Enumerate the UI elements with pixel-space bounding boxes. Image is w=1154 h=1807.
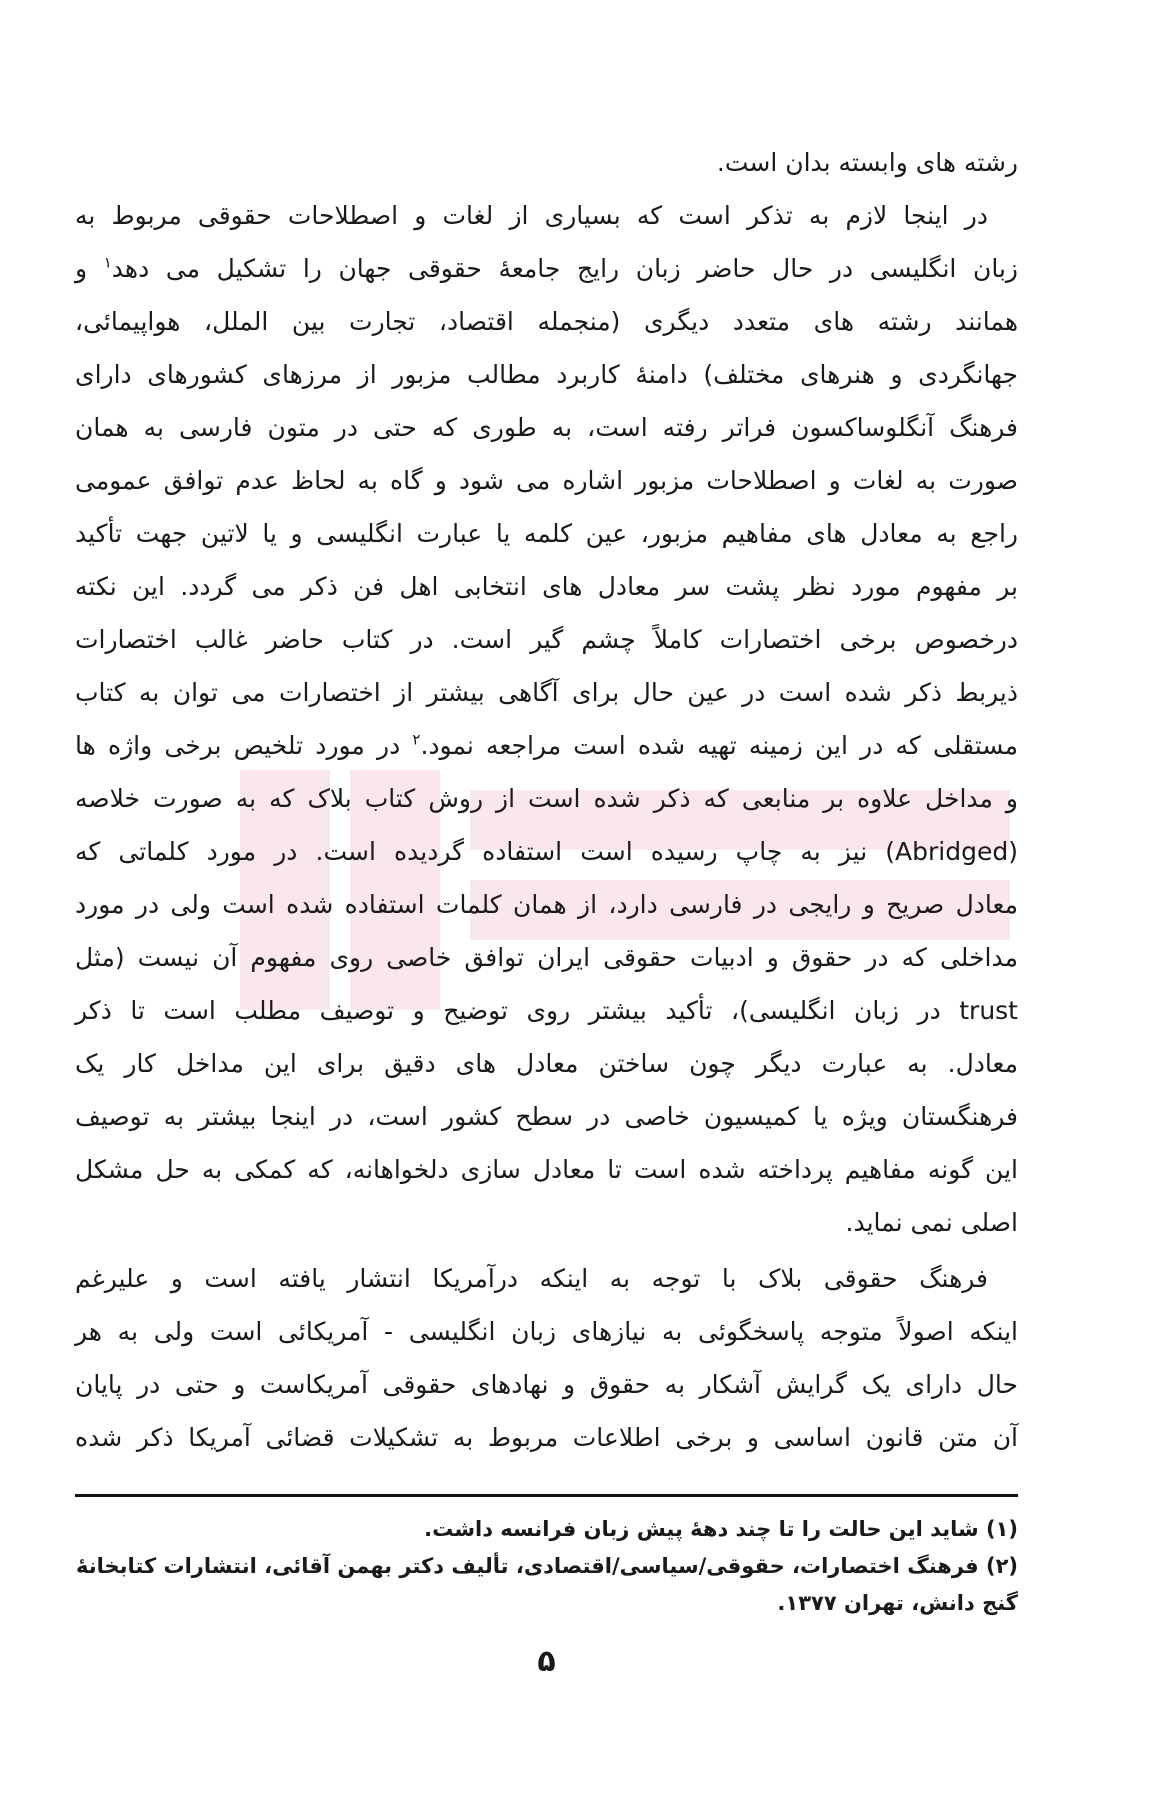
text-line: فرهنگ حقوقی بلاک با توجه به اینکه درآمریکا انتشار یافته است و علیرغم [75, 1264, 988, 1293]
body-text [75, 136, 1018, 1464]
page-number: ۵ [537, 1644, 556, 1679]
text-line: این گونه مفاهیم پرداخته شده است تا معادل سازی دلخواهانه، که کمکی به حل مشکل [75, 1155, 1018, 1184]
text-line [75, 242, 1018, 295]
text-line: در اینجا لازم به تذکر است که بسیاری از لغات و اصطلاحات حقوقی مربوط به [75, 201, 988, 230]
text-line: (Abridged) نیز به چاپ رسیده است استفاده گردیده است. در مورد کلماتی که [75, 837, 1018, 866]
text-line: فرهنگ آنگلوساکسون فراتر رفته است، به طوری که حتی در متون فارسی به همان [75, 413, 1018, 442]
footnote-divider [75, 1494, 1018, 1497]
footnote-ref: ۱ [103, 253, 112, 272]
text-line: راجع به معادل های مفاهیم مزبور، عین کلمه یا عبارت انگلیسی و یا لاتین جهت تأکید [75, 519, 1018, 548]
text-line: همانند رشته های متعدد دیگری (منجمله اقتصاد، تجارت بین الملل، هواپیمائی، [75, 307, 1018, 336]
footnotes [75, 1511, 1018, 1622]
text-line: ذیربط ذکر شده است در عین حال برای آگاهی بیشتر از اختصارات می توان به کتاب [75, 678, 1018, 707]
footnote: (۲) فرهنگ اختصارات، حقوقی/سیاسی/اقتصادی، تألیف دکتر بهمن آقائی، انتشارات کتابخانهٔ [75, 1554, 1018, 1578]
text-segment: زبان انگلیسی در حال حاضر زبان رایج جامعهٔ حقوقی جهان را تشکیل می دهد [111, 254, 1018, 283]
text-segment: در مورد تلخیص برخی واژه ها [75, 731, 401, 760]
text-line: درخصوص برخی اختصارات کاملاً چشم گیر است. در کتاب حاضر غالب اختصارات [75, 625, 1018, 654]
text-line: مداخلی که در حقوق و ادبیات حقوقی ایران توافق خاصی روی مفهوم آن نیست (مثل [75, 943, 1018, 972]
text-line [75, 719, 1018, 772]
text-line: اینکه اصولاً متوجه پاسخگوئی به نیازهای زبان انگلیسی - آمریکائی است ولی به هر [75, 1317, 1018, 1346]
text-line: فرهنگستان ویژه یا کمیسیون خاصی در سطح کشور است، در اینجا بیشتر به توصیف [75, 1102, 1018, 1131]
text-line: معادل. به عبارت دیگر چون ساختن معادل های دقیق برای این مداخل کار یک [75, 1049, 1018, 1078]
text-line: جهانگردی و هنرهای مختلف) دامنهٔ کاربرد مطالب مزبور از مرزهای کشورهای دارای [75, 360, 1018, 389]
text-line: و مداخل علاوه بر منابعی که ذکر شده است از روش کتاب بلاک که به صورت خلاصه [75, 784, 1018, 813]
footnote: (۱) شاید این حالت را تا چند دههٔ پیش زبان فرانسه داشت. [424, 1517, 1018, 1541]
text-line: اصلی نمی نماید. [845, 1208, 1018, 1237]
text-segment: مستقلی که در این زمینه تهیه شده است مراجعه نمود. [420, 731, 1018, 760]
text-line: trust در زبان انگلیسی)، تأکید بیشتر روی توضیح و توصیف مطلب است تا ذکر [75, 996, 1018, 1025]
footnote-ref: ۲ [412, 730, 421, 749]
text-line: آن متن قانون اساسی و برخی اطلاعات مربوط به تشکیلات قضائی آمریکا ذکر شده [75, 1423, 1018, 1452]
text-line: معادل صریح و رایجی در فارسی دارد، از همان کلمات استفاده شده است ولی در مورد [75, 890, 1018, 919]
text-line: صورت به لغات و اصطلاحات مزبور اشاره می شود و گاه به لحاظ عدم توافق عمومی [75, 466, 1018, 495]
text-line: بر مفهوم مورد نظر پشت سر معادل های انتخابی اهل فن ذکر می گردد. این نکته [75, 572, 1018, 601]
text-line: رشته های وابسته بدان است. [716, 148, 1018, 177]
text-segment: و [75, 254, 88, 283]
footnote: گنج دانش، تهران ۱۳۷۷. [777, 1591, 1018, 1615]
text-line: حال دارای یک گرایش آشکار به حقوق و نهادهای حقوقی آمریکاست و حتی در پایان [75, 1370, 1018, 1399]
page-content [75, 0, 1018, 1684]
